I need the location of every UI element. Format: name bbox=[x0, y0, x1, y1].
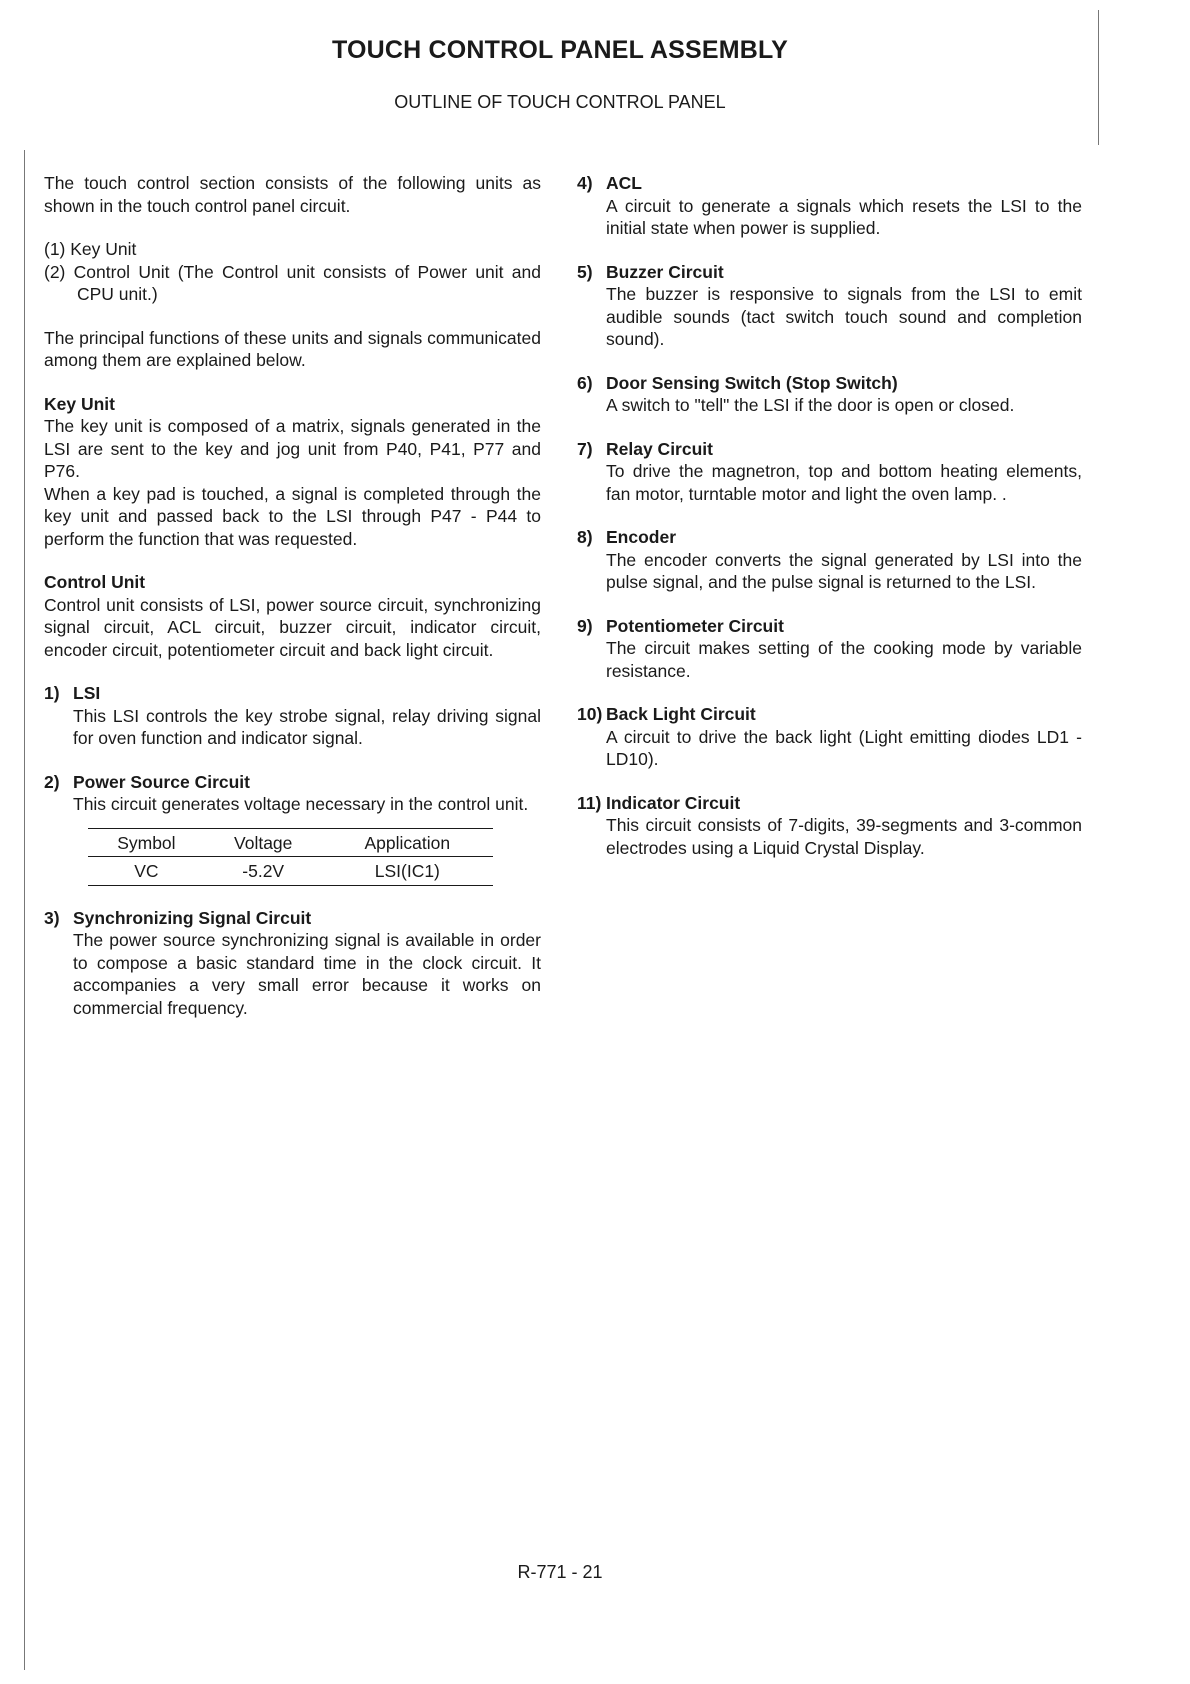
section-text: This circuit generates voltage necessary in the control unit. bbox=[73, 794, 529, 814]
section-title: Power Source Circuit bbox=[73, 771, 250, 792]
section-text: The power source synchronizing signal is available in order to compose a basic standard time in the clock circuit. It accompanies a very small error because it works on commercial frequency. bbox=[73, 930, 541, 1018]
section-indicator bbox=[577, 792, 1082, 860]
section-buzzer bbox=[577, 261, 1082, 351]
section-title: Buzzer Circuit bbox=[606, 261, 724, 282]
table-header-symbol: Symbol bbox=[117, 832, 176, 853]
section-text: This LSI controls the key strobe signal, relay driving signal for oven function and indicator signal. bbox=[73, 705, 541, 748]
right-column bbox=[577, 172, 1082, 859]
section-acl bbox=[577, 172, 1082, 240]
section-number: 5) bbox=[577, 261, 593, 282]
section-encoder bbox=[577, 526, 1082, 594]
section-number: 4) bbox=[577, 173, 593, 193]
key-unit-heading: Key Unit bbox=[44, 393, 115, 414]
section-title: Potentiometer Circuit bbox=[606, 615, 784, 636]
key-unit-text: The key unit is composed of a matrix, signals generated in the LSI are sent to the key and jog unit from P40, P41, P77 and P76. bbox=[44, 416, 541, 481]
table-header-voltage: Voltage bbox=[234, 832, 293, 853]
section-title: Synchronizing Signal Circuit bbox=[73, 907, 312, 928]
section-back-light bbox=[577, 703, 1082, 771]
voltage-table bbox=[88, 828, 493, 886]
unit-list-item-key: (1) Key Unit bbox=[44, 239, 137, 259]
table-cell-symbol: VC bbox=[134, 861, 159, 881]
section-text: The buzzer is responsive to signals from the LSI to emit audible sounds (tact switch touch sound and completion sound). bbox=[606, 284, 1082, 349]
section-title: LSI bbox=[73, 683, 101, 703]
section-title: Door Sensing Switch (Stop Switch) bbox=[606, 372, 898, 393]
section-title: ACL bbox=[606, 173, 642, 193]
principal-paragraph: The principal functions of these units and signals communicated among them are explained below. bbox=[44, 327, 541, 370]
control-unit-heading: Control Unit bbox=[44, 572, 146, 592]
section-title: Indicator Circuit bbox=[606, 792, 741, 813]
section-title: Encoder bbox=[606, 527, 677, 547]
section-number: 8) bbox=[577, 527, 593, 547]
section-title: Relay Circuit bbox=[606, 438, 713, 459]
intro-paragraph: The touch control section consists of the following units as shown in the touch control panel circuit. bbox=[44, 173, 541, 216]
section-number: 7) bbox=[577, 438, 593, 459]
section-number: 1) bbox=[44, 683, 60, 703]
table-row bbox=[88, 857, 493, 886]
key-unit-text-2: When a key pad is touched, a signal is completed through the key unit and passed back to the LSI through P47 - P44 to perform the function that was requested. bbox=[44, 483, 541, 549]
table-cell-application: LSI(IC1) bbox=[374, 861, 440, 881]
table-header-application: Application bbox=[364, 832, 451, 853]
control-unit-text: Control unit consists of LSI, power source circuit, synchronizing signal circuit, ACL circuit, buzzer circuit, indicator circuit, encoder circuit, potentiometer circuit and back light circuit. bbox=[44, 594, 541, 660]
left-column bbox=[44, 172, 541, 1019]
section-power-source bbox=[44, 771, 541, 816]
section-text: The circuit makes setting of the cooking mode by variable resistance. bbox=[606, 638, 1082, 681]
unit-list-item-control: (2) Control Unit (The Control unit consists of Power unit and CPU unit.) bbox=[44, 261, 541, 304]
section-potentiometer bbox=[577, 615, 1082, 683]
section-text: A switch to "tell" the LSI if the door is open or closed. bbox=[606, 395, 1015, 415]
scan-edge-left bbox=[24, 150, 25, 1670]
section-number: 2) bbox=[44, 771, 60, 792]
section-text: A circuit to generate a signals which resets the LSI to the initial state when power is supplied. bbox=[606, 195, 1082, 238]
section-door-switch bbox=[577, 372, 1082, 417]
section-synchronizing bbox=[44, 907, 541, 1020]
section-title: Back Light Circuit bbox=[606, 704, 756, 724]
section-text: The encoder converts the signal generated by LSI into the pulse signal, and the pulse signal is returned to the LSI. bbox=[606, 549, 1082, 592]
section-number: 11) bbox=[577, 792, 602, 813]
section-text: To drive the magnetron, top and bottom heating elements, fan motor, turntable motor and light the oven lamp. . bbox=[606, 461, 1082, 504]
page-title: TOUCH CONTROL PANEL ASSEMBLY bbox=[331, 36, 789, 64]
section-lsi bbox=[44, 682, 541, 750]
page-subtitle: OUTLINE OF TOUCH CONTROL PANEL bbox=[394, 92, 726, 112]
section-number: 9) bbox=[577, 615, 593, 636]
section-number: 3) bbox=[44, 907, 60, 928]
table-cell-voltage: -5.2V bbox=[242, 861, 285, 881]
page-number: R-771 - 21 bbox=[517, 1562, 603, 1582]
section-text: This circuit consists of 7-digits, 39-segments and 3-common electrodes using a Liquid Crystal Display. bbox=[606, 815, 1082, 858]
section-number: 10) bbox=[577, 704, 603, 724]
scan-edge-right bbox=[1098, 10, 1099, 145]
section-number: 6) bbox=[577, 372, 593, 393]
section-relay bbox=[577, 438, 1082, 506]
section-text: A circuit to drive the back light (Light emitting diodes LD1 - LD10). bbox=[606, 726, 1082, 769]
